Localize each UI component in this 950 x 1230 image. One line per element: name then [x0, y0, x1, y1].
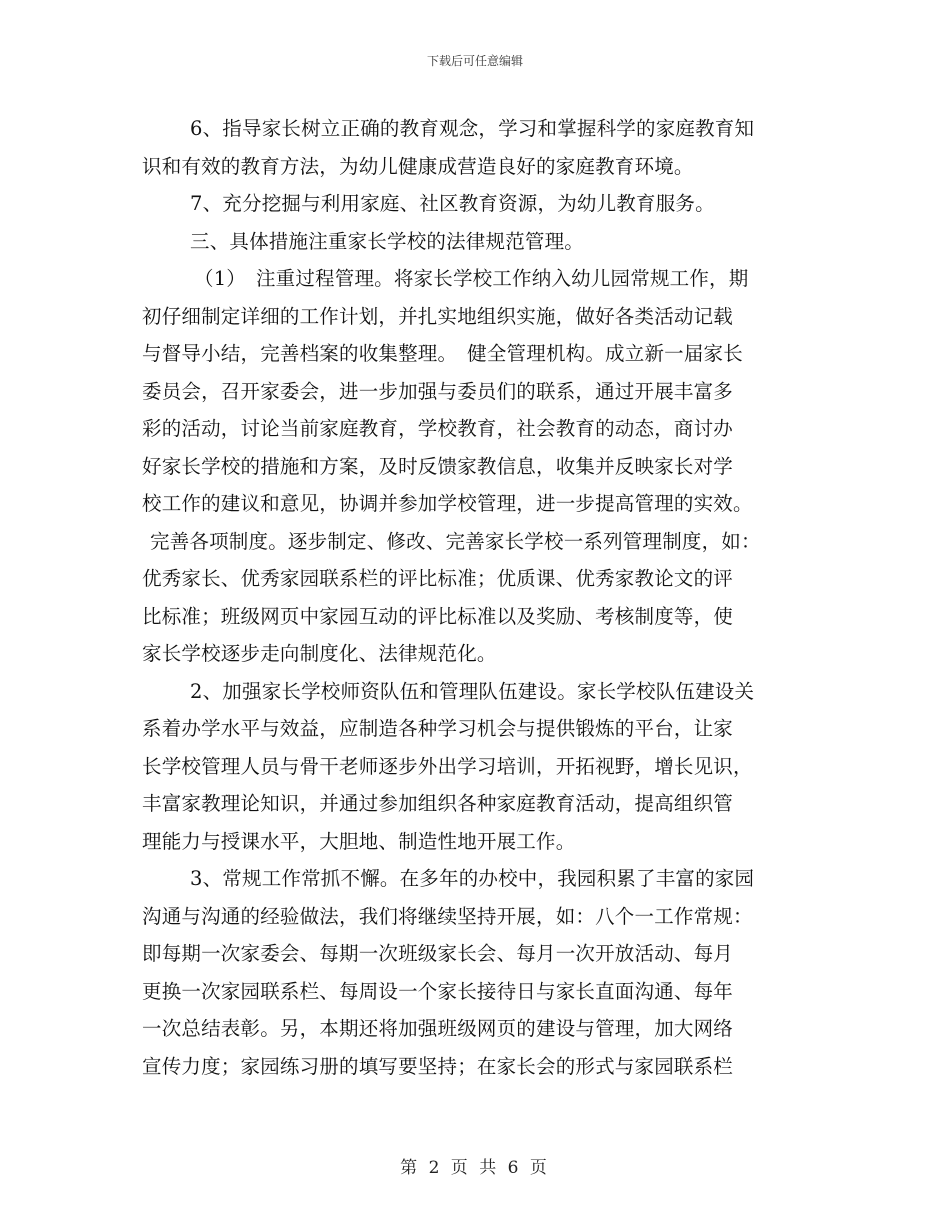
text-line: 好家长学校的措施和方案，及时反馈家教信息，收集并反映家长对学: [142, 454, 734, 478]
text-line: 校工作的建议和意见，协调并参加学校管理，进一步提高管理的实效。: [142, 492, 753, 515]
text-line: 彩的活动，讨论当前家庭教育，学校教育，社会教育的动态，商讨办: [142, 417, 734, 440]
text-line: 7、充分挖掘与利用家庭、社区教育资源，为幼儿教育服务。: [190, 192, 715, 215]
text-line: 沟通与沟通的经验做法，我们将继续坚持开展，如：八个一工作常规：: [142, 904, 753, 928]
text-line: 宣传力度；家园练习册的填写要坚持；在家长会的形式与家园联系栏: [142, 1054, 734, 1078]
text-line: 丰富家教理论知识，并通过参加组织各种家庭教育活动，提高组织管: [142, 792, 734, 815]
text-line: 完善各项制度。逐步制定、修改、完善家长学校一系列管理制度，如：: [150, 529, 761, 553]
text-line: 长学校管理人员与骨干老师逐步外出学习培训，开拓视野，增长见识，: [142, 754, 753, 778]
page-header: 下载后可任意编辑: [426, 54, 523, 68]
page-footer: 第 2 页 共 6 页: [400, 1158, 550, 1178]
text-line: 三、具体措施注重家长学校的法律规范管理。: [190, 229, 585, 253]
document-body: [142, 110, 812, 1085]
text-line: 优秀家长、优秀家园联系栏的评比标准；优质课、优秀家教论文的评: [142, 567, 734, 590]
text-line: 更换一次家园联系栏、每周设一个家长接待日与家长直面沟通、每年: [142, 979, 734, 1003]
text-line: 初仔细制定详细的工作计划，并扎实地组织实施，做好各类活动记载: [142, 304, 734, 328]
text-line: 比标准；班级网页中家园互动的评比标准以及奖励、考核制度等，使: [142, 604, 734, 628]
text-line: 与督导小结，完善档案的收集整理。 健全管理机构。成立新一届家长: [142, 342, 743, 365]
text-line: 识和有效的教育方法，为幼儿健康成营造良好的家庭教育环境。: [142, 154, 694, 178]
text-line: 6、指导家长树立正确的教育观念，学习和掌握科学的家庭教育知: [190, 117, 755, 140]
text-line: 理能力与授课水平，大胆地、制造性地开展工作。: [142, 829, 576, 853]
text-line: 一次总结表彰。另，本期还将加强班级网页的建设与管理，加大网络: [142, 1017, 734, 1040]
text-line: 2、加强家长学校师资队伍和管理队伍建设。家长学校队伍建设关: [190, 679, 755, 703]
text-line: 委员会，召开家委会，进一步加强与委员们的联系，通过开展丰富多: [142, 379, 734, 403]
text-line: 即每期一次家委会、每期一次班级家长会、每月一次开放活动、每月: [142, 942, 734, 965]
text-line: 系着办学水平与效益，应制造各种学习机会与提供锻炼的平台，让家: [142, 717, 734, 740]
text-line: 家长学校逐步走向制度化、法律规范化。: [142, 642, 497, 665]
text-line: （1） 注重过程管理。将家长学校工作纳入幼儿园常规工作，期: [194, 267, 749, 290]
text-line: 3、常规工作常抓不懈。在多年的办校中，我园积累了丰富的家园: [190, 867, 755, 890]
